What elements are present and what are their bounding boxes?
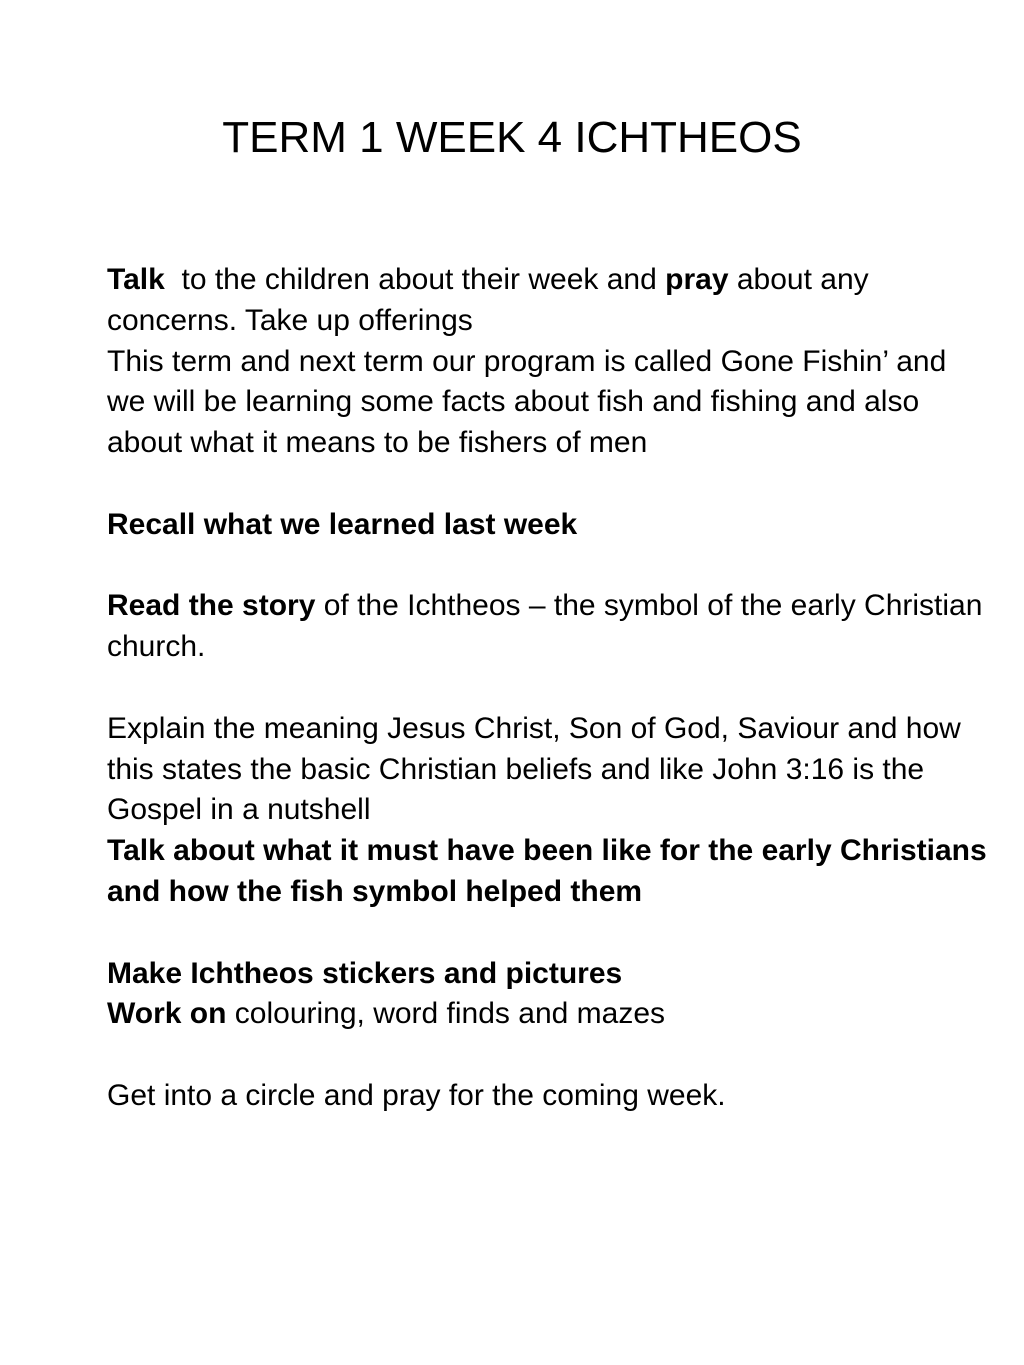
- talk-paragraph: [107, 260, 987, 342]
- make-bold: Make Ichtheos stickers and pictures: [107, 956, 623, 990]
- spacer: [107, 1035, 987, 1076]
- spacer: [107, 913, 987, 954]
- work-on-text: colouring, word finds and mazes: [226, 997, 666, 1031]
- lesson-body: [107, 260, 987, 1117]
- recall-heading: [107, 505, 987, 546]
- explain-paragraph: Explain the meaning Jesus Christ, Son of God, Saviour and how this states the basic Christian beliefs and like John 3:16 is the Gospel in a nutshell: [107, 711, 961, 827]
- read-story-bold: Read the story: [107, 589, 316, 623]
- pray-bold: pray: [665, 263, 729, 296]
- page-title: TERM 1 WEEK 4 ICHTHEOS: [222, 113, 802, 162]
- spacer: [107, 464, 987, 505]
- spacer: [107, 668, 987, 709]
- talk-about-bold: Talk about what it must have been like for the early Christians and how the fish symbol helped them: [107, 834, 987, 908]
- talk-about-paragraph: [107, 831, 987, 913]
- work-on-paragraph: [107, 994, 987, 1035]
- recall-bold: Recall what we learned last week: [107, 507, 578, 541]
- spacer: [107, 546, 987, 587]
- make-heading: [107, 954, 987, 995]
- talk-text: to the children about their week and: [164, 263, 666, 296]
- closing-paragraph: Get into a circle and pray for the coming week.: [107, 1078, 726, 1112]
- read-story-text: of the Ichtheos – the symbol of the early Christian church.: [107, 589, 983, 664]
- read-story-paragraph: [107, 586, 987, 668]
- concerns-text: about any concerns. Take up offerings: [107, 263, 869, 337]
- program-paragraph: This term and next term our program is called Gone Fishin’ and we will be learning some facts about fish and fishing and also about what it means to be fishers of men: [107, 344, 947, 460]
- talk-bold: Talk: [107, 263, 165, 296]
- work-on-bold: Work on: [107, 997, 227, 1031]
